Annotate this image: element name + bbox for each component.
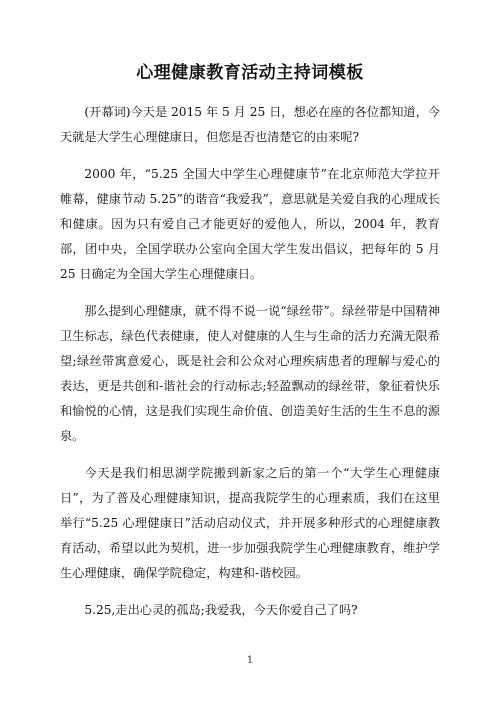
paragraph-green-ribbon: 那么提到心理健康，就不得不说一说“绿丝带”。绿丝带是中国精神卫生标志，绿色代表健康，使人对健康的人生与生命的活力充满无限希望;绿丝带寓意爱心，既是社会和公众对心理疾病患者的理解与爱心的表达，更是共创和-谐社会的行动标志;轻盈飘动的绿丝带，象征着快乐和愉悦的心情，这是我们实现生命价值、创造美好生活的生生不息的源泉。 <box>60 304 440 443</box>
paragraph-opening: (开幕词)今天是 2015 年 5 月 25 日，想必在座的各位都知道，今天就是大学生心理健康日，但您是否也清楚它的由来呢? <box>60 105 440 144</box>
page-number: 1 <box>246 655 254 666</box>
paragraph-slogan: 5.25,走出心灵的孤岛;我爱我，今天你爱自己了吗? <box>84 603 358 617</box>
document-title: 心理健康教育活动主持词模板 <box>136 63 364 83</box>
paragraph-event: 今天是我们相思湖学院搬到新家之后的第一个“大学生心理健康日”，为了普及心理健康知识，提高我院学生的心理素质，我们在这里举行“5.25 心理健康日”活动启动仪式，并开展多种形式的心理健康教育活动，希望以此为契机，进一步加强我院学生心理健康教育，维护学生心理健康，确保学院稳定，构建和-谐校园。 <box>60 466 440 580</box>
paragraph-history: 2000 年，“5.25 全国大中学生心理健康节”在北京师范大学拉开帷幕，健康节动 5.25”的谐音“我爱我”，意思就是关爱自我的心理成长和健康。因为只有爱自己才能更好的爱他人，所以，2004 年，教育部，团中央，全国学联办公室向全国大学生发出倡议，把每年的 5 月 25 日确定为全国大学生心理健康日。 <box>60 167 440 281</box>
